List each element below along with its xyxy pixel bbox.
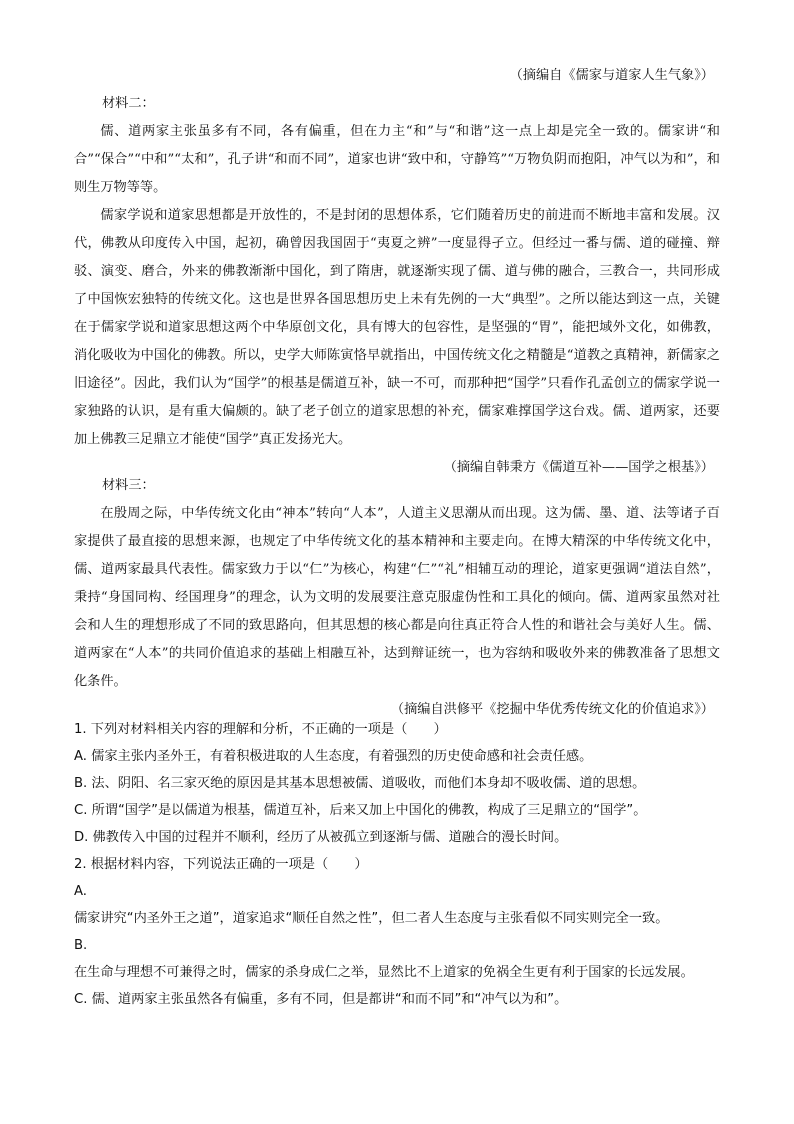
questions-section bbox=[74, 716, 720, 1013]
question-2-option-a-text: 儒家讲究“内圣外王之道”，道家追求“顺任自然之性”，但二者人生态度与主张看似不同实则完全一致。 bbox=[74, 911, 669, 926]
question-2-option-a-label: A. bbox=[74, 884, 87, 899]
material3-source: （摘编自洪修平《挖掘中华优秀传统文化的价值追求》） bbox=[390, 702, 714, 717]
material2-heading: 材料二： bbox=[102, 96, 155, 111]
question-1-option-a: A. 儒家主张内圣外王，有着积极进取的人生态度，有着强烈的历史使命感和社会责任感。 bbox=[74, 749, 593, 764]
material2-section bbox=[74, 90, 720, 482]
material3-heading: 材料三： bbox=[102, 478, 155, 493]
question-1-option-d: D. 佛教传入中国的过程并不顺利，经历了从被孤立到逐渐与儒、道融合的漫长时间。 bbox=[74, 830, 568, 845]
material3-paragraph-1: 在殷周之际，中华传统文化由“神本”转向“人本”，人道主义思潮从而出现。这为儒、墨、道、法等诸子百家提供了最直接的思想来源，也规定了中华传统文化的基本精神和主要走向。在博大精深的中华传统文化中，儒、道两家最具代表性。儒家致力于以“仁”为核心，构建“仁”“礼”相辅互动的理论，道家更强调“道法自然”，秉持“身国同构、经国理身”的理念，认为文明的发展要注意克服虚伪性和工具化的倾向。儒、道两家虽然对社会和人生的理想形成了不同的致思路向，但其思想的核心都是向往真正符合人性的和谐社会与美好人生。儒、道两家在“人本”的共同价值追求的基础上相融互补，达到辩证统一，也为容纳和吸收外来的佛教准备了思想文化条件。 bbox=[74, 506, 720, 689]
question-2-stem: 2. 根据材料内容，下列说法正确的一项是（ ） bbox=[74, 857, 368, 872]
material2-paragraph-2: 儒家学说和道家思想都是开放性的，不是封闭的思想体系，它们随着历史的前进而不断地丰富和发展。汉代，佛教从印度传入中国，起初，确曾因我国固于“夷夏之辨”一度显得孑立。但经过一番与儒、道的碰撞、辩驳、演变、磨合，外来的佛教渐渐中国化，到了隋唐，就逐渐实现了儒、道与佛的融合，三教合一，共同形成了中国恢宏独特的传统文化。这也是世界各国思想历史上未有先例的一大“典型”。之所以能达到这一点，关键在于儒家学说和道家思想这两个中华原创文化，具有博大的包容性，是坚强的“胃”，能把域外文化，如佛教，消化吸收为中国化的佛教。所以，史学大师陈寅恪早就指出，中国传统文化之精髓是“道教之真精神，新儒家之旧途径”。因此，我们认为“国学”的根基是儒道互补，缺一不可，而那种把“国学”只看作孔孟创立的儒家学说一家独路的认识，是有重大偏颇的。缺了老子创立的道家思想的补充，儒家难撑国学这台戏。儒、道两家，还要加上佛教三足鼎立才能使“国学”真正发扬光大。 bbox=[74, 208, 720, 447]
material1-source-block bbox=[74, 62, 720, 90]
question-2-option-b-label: B. bbox=[74, 938, 88, 953]
material1-source: （摘编自《儒家与道家人生气象》） bbox=[509, 68, 714, 83]
material3-section bbox=[74, 472, 720, 724]
question-2-option-c: C. 儒、道两家主张虽然各有偏重，多有不同，但是都讲“和而不同”和“冲气以为和”。 bbox=[74, 992, 568, 1007]
question-1-option-c: C. 所谓“国学”是以儒道为根基，儒道互补，后来又加上中国化的佛教，构成了三足鼎立的“国学”。 bbox=[74, 803, 647, 818]
question-1-stem: 1. 下列对材料相关内容的理解和分析，不正确的一项是（ ） bbox=[74, 722, 447, 737]
question-2-option-b bbox=[74, 932, 720, 986]
question-2-option-b-text: 在生命与理想不可兼得之时，儒家的杀身成仁之举，显然比不上道家的免祸全生更有利于国家的长远发展。 bbox=[74, 965, 694, 980]
material2-paragraph-1: 儒、道两家主张虽多有不同，各有偏重，但在力主“和”与“和谐”这一点上却是完全一致的。儒家讲“和合”“保合”“中和”“太和”，孔子讲“和而不同”，道家也讲“致中和，守静笃”“万物负阴而抱阳，冲气以为和”，和则生万物等等。 bbox=[74, 124, 720, 195]
material2-source: （摘编自韩秉方《儒道互补——国学之根基》） bbox=[443, 460, 714, 475]
question-2-option-a bbox=[74, 878, 720, 932]
question-1-option-b: B. 法、阴阳、名三家灭绝的原因是其基本思想被儒、道吸收，而他们本身却不吸收儒、道的思想。 bbox=[74, 776, 646, 791]
